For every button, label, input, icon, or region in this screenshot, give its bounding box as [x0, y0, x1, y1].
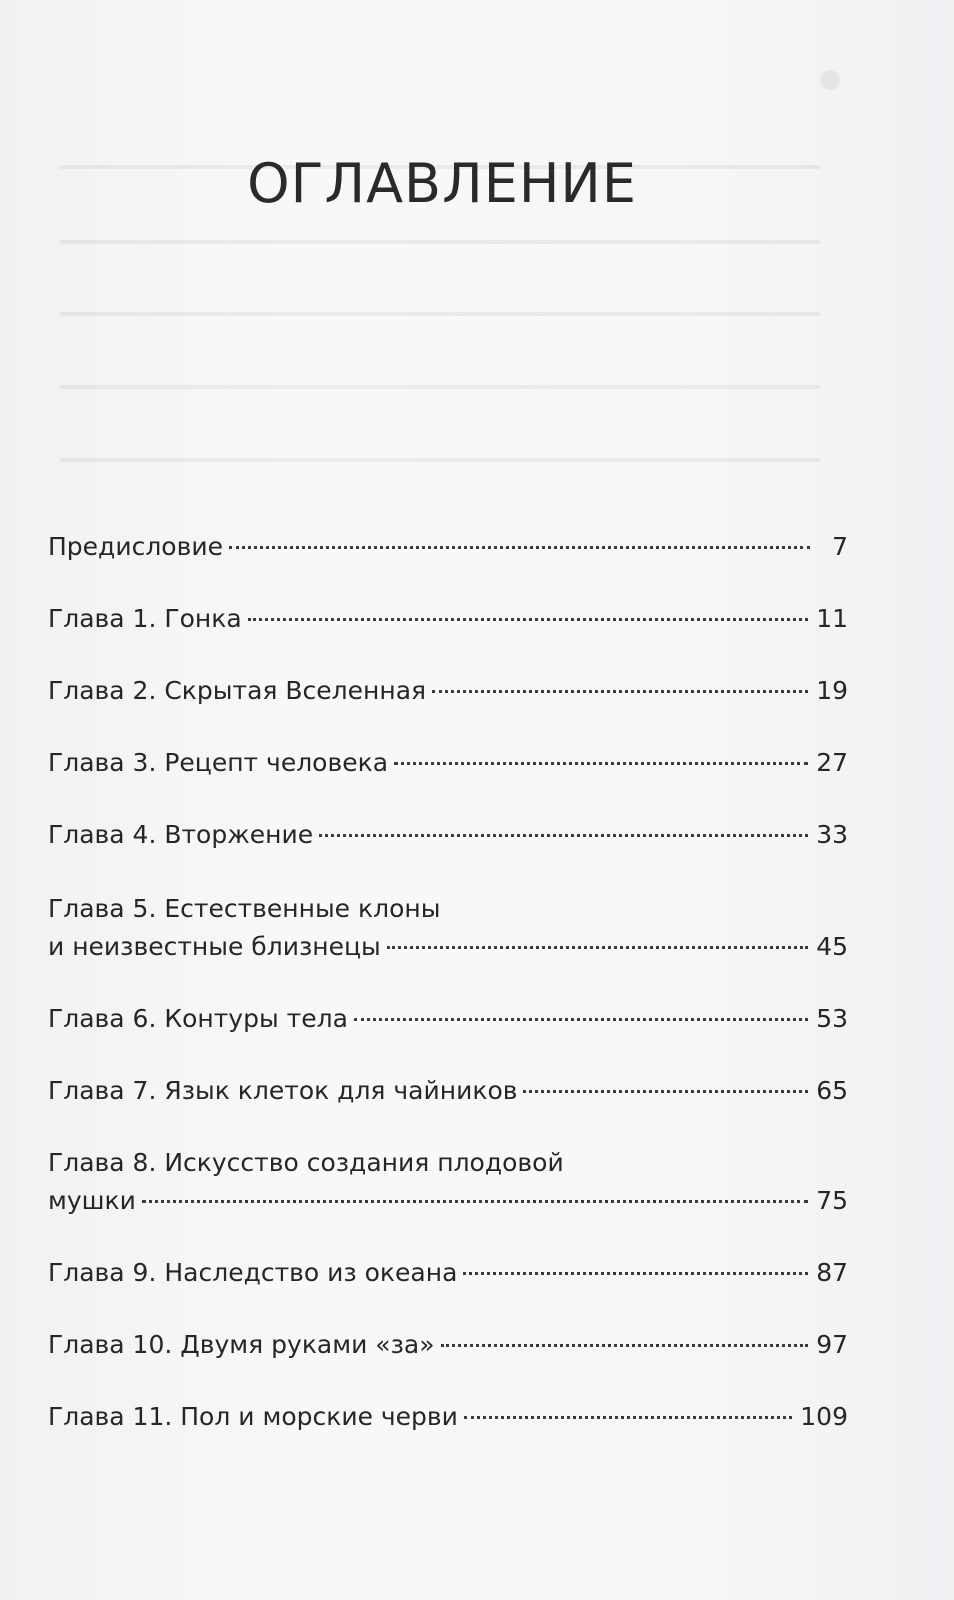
toc-entry-title: Предисловие: [48, 532, 223, 561]
toc-entry: [48, 1398, 848, 1436]
toc-entry-page: 45: [816, 932, 848, 961]
toc-entry-line: [48, 528, 848, 566]
toc-entry-title-continued: мушки: [48, 1186, 136, 1215]
page-title: ОГЛАВЛЕНИЕ: [247, 152, 637, 215]
toc-entry-line: [48, 1182, 848, 1220]
dot-leader: [432, 690, 808, 693]
toc-entry-line: [48, 1326, 848, 1364]
toc-entry: [48, 1254, 848, 1292]
toc-entry-title: Глава 4. Вторжение: [48, 820, 314, 849]
toc-entry-line: [48, 672, 848, 710]
toc-entry: [48, 816, 848, 854]
toc-entry: [48, 528, 848, 566]
dot-leader: [142, 1200, 808, 1203]
toc-entry-title: Глава 8. Искусство создания плодовой: [48, 1148, 564, 1177]
toc-entry: [48, 1000, 848, 1038]
dot-leader: [319, 834, 808, 837]
toc-entry-page: 87: [816, 1258, 848, 1287]
toc-entry-page: 19: [816, 676, 848, 705]
toc-entry-page: 109: [800, 1402, 848, 1431]
show-through-line: [60, 385, 820, 389]
toc-entry-title-continued: и неизвестные близнецы: [48, 932, 381, 961]
toc-entry-line: [48, 600, 848, 638]
toc-entry-title: Глава 7. Язык клеток для чайников: [48, 1076, 518, 1105]
toc-entry-line: [48, 744, 848, 782]
dot-leader: [387, 946, 808, 949]
toc-entry-line: [48, 1398, 848, 1436]
toc-entry-page: 65: [816, 1076, 848, 1105]
toc-entry-title: Глава 3. Рецепт человека: [48, 748, 389, 777]
toc-entry: [48, 600, 848, 638]
toc-entry: [48, 1072, 848, 1110]
toc-entry-title: Глава 1. Гонка: [48, 604, 242, 633]
dot-leader: [229, 546, 810, 549]
toc-entry-page: 33: [816, 820, 848, 849]
show-through-line: [60, 458, 820, 462]
toc-entry: [48, 1144, 848, 1220]
toc-entry-title: Глава 2. Скрытая Вселенная: [48, 676, 427, 705]
toc-entry-page: 27: [816, 748, 848, 777]
toc-entry-title: Глава 5. Естественные клоны: [48, 894, 441, 923]
toc-entry-title: Глава 6. Контуры тела: [48, 1004, 348, 1033]
toc-entry: [48, 672, 848, 710]
dot-leader: [394, 762, 808, 765]
dot-leader: [464, 1416, 792, 1419]
show-through-line: [820, 70, 840, 90]
toc-entry-title: Глава 10. Двумя руками «за»: [48, 1330, 435, 1359]
dot-leader: [463, 1272, 808, 1275]
toc-entry-line: [48, 1072, 848, 1110]
toc-entry-line: [48, 816, 848, 854]
toc-entry-line: [48, 1254, 848, 1292]
toc-entry-page: 97: [816, 1330, 848, 1359]
show-through-line: [60, 312, 820, 316]
toc-entry-title: Глава 9. Наследство из океана: [48, 1258, 458, 1287]
toc-entry: [48, 890, 848, 966]
toc-entry-line: [48, 928, 848, 966]
toc-entry-page: 75: [816, 1186, 848, 1215]
dot-leader: [523, 1090, 808, 1093]
toc-entry-title: Глава 11. Пол и морские черви: [48, 1402, 458, 1431]
toc-entry: [48, 1326, 848, 1364]
toc-entry-page: 11: [816, 604, 848, 633]
dot-leader: [354, 1018, 808, 1021]
toc-entry-line: [48, 1000, 848, 1038]
dot-leader: [248, 618, 809, 621]
toc-entry-page: 7: [832, 532, 848, 561]
toc-entry: [48, 744, 848, 782]
show-through-line: [60, 240, 820, 244]
toc-entry-page: 53: [816, 1004, 848, 1033]
dot-leader: [441, 1344, 809, 1347]
